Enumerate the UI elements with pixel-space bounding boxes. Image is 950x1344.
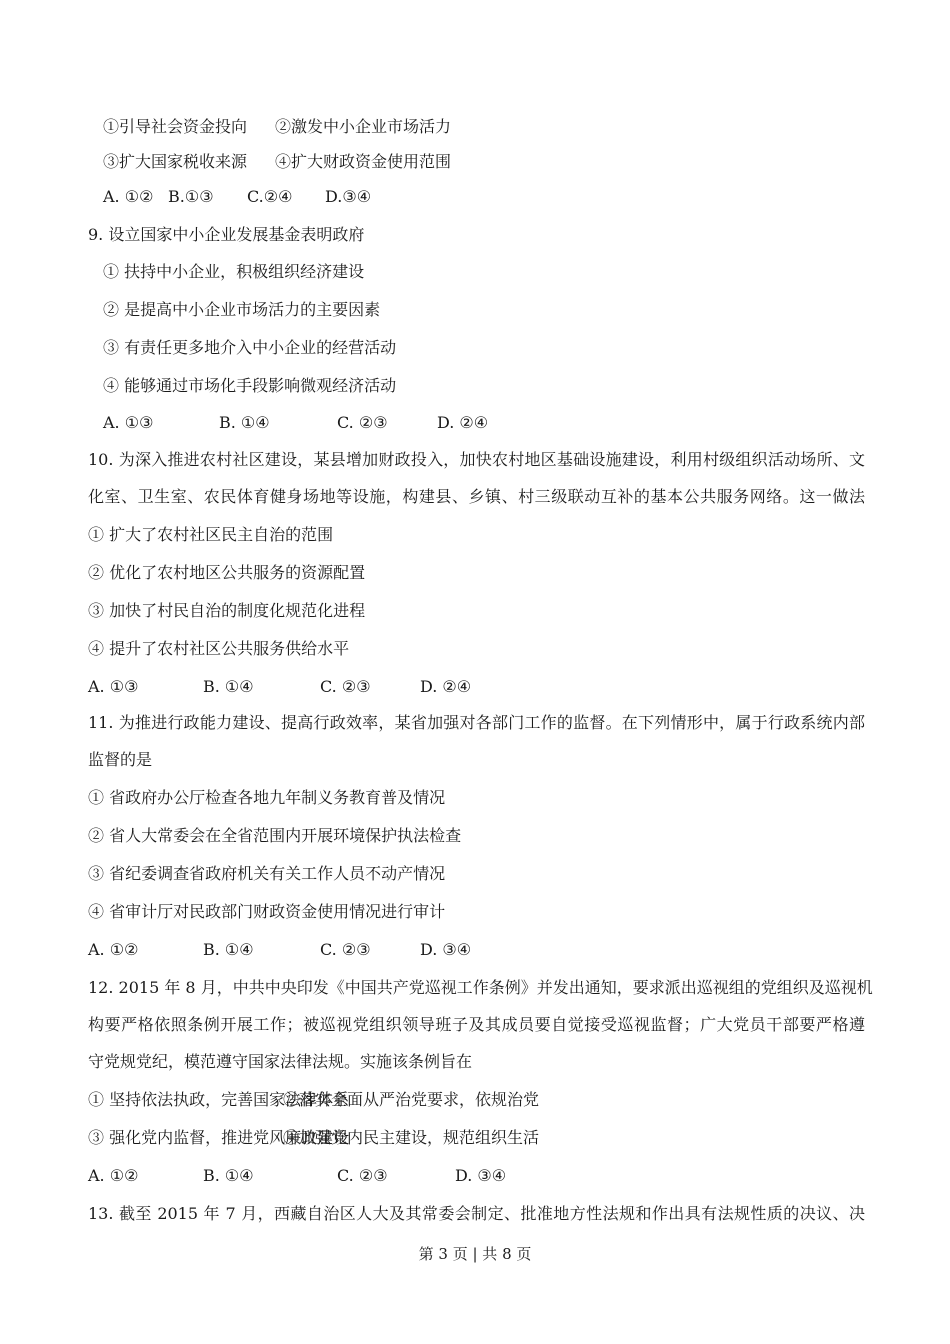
q8-option-3: ③扩大国家税收来源 [103, 152, 248, 171]
q12-option-1: ① 坚持依法执政，完善国家法律体系 [88, 1090, 350, 1109]
q12-stem-line-3: 守党规党纪，模范遵守国家法律法规。实施该条例旨在 [88, 1052, 473, 1071]
q11-answer-c: C. ②③ [320, 940, 371, 959]
q10-option-3: ③ 加快了村民自治的制度化规范化进程 [88, 601, 366, 620]
q9-answer-a: A. ①③ [103, 413, 154, 432]
q9-option-1: ① 扶持中小企业，积极组织经济建设 [103, 262, 365, 281]
q10-answers [0, 675, 950, 699]
q12-answer-b: B. ①④ [203, 1166, 254, 1185]
q10-stem-line-1: 10. 为深入推进农村社区建设，某县增加财政投入，加快农村地区基础设施建设，利用村级组织活动场所、文 [88, 450, 865, 469]
q9-option-3: ③ 有责任更多地介入中小企业的经营活动 [103, 338, 397, 357]
q12-stem-line-2: 构要严格依照条例开展工作；被巡视党组织领导班子及其成员要自觉接受巡视监督；广大党员干部要严格遵 [88, 1015, 865, 1034]
q8-option-row-1 [0, 115, 950, 139]
q9-answers [0, 411, 950, 435]
q12-answer-c: C. ②③ [337, 1166, 388, 1185]
q10-option-1: ① 扩大了农村社区民主自治的范围 [88, 525, 334, 544]
q9-answer-c: C. ②③ [337, 413, 388, 432]
q10-option-4: ④ 提升了农村社区公共服务供给水平 [88, 639, 350, 658]
q11-answers [0, 938, 950, 962]
q9-answer-d: D. ②④ [437, 413, 489, 432]
q9-stem: 9. 设立国家中小企业发展基金表明政府 [88, 225, 365, 244]
q11-option-3: ③ 省纪委调查省政府机关有关工作人员不动产情况 [88, 864, 446, 883]
q9-option-4: ④ 能够通过市场化手段影响微观经济活动 [103, 376, 397, 395]
q10-stem-line-2: 化室、卫生室、农民体育健身场地等设施，构建县、乡镇、村三级联动互补的基本公共服务网络。这一做法 [88, 487, 865, 506]
q12-option-4: ④加强党内民主建设，规范组织生活 [283, 1128, 540, 1147]
q11-stem-line-1: 11. 为推进行政能力建设、提高行政效率，某省加强对各部门工作的监督。在下列情形中，属于行政系统内部 [88, 713, 865, 732]
q10-option-2: ② 优化了农村地区公共服务的资源配置 [88, 563, 366, 582]
q8-answers [0, 185, 950, 209]
q12-answers [0, 1164, 950, 1188]
q11-option-1: ① 省政府办公厅检查各地九年制义务教育普及情况 [88, 788, 446, 807]
q11-answer-b: B. ①④ [203, 940, 254, 959]
q12-stem-line-1: 12. 2015 年 8 月，中共中央印发《中国共产党巡视工作条例》并发出通知，要求派出巡视组的党组织及巡视机 [88, 978, 873, 997]
q11-option-4: ④ 省审计厅对民政部门财政资金使用情况进行审计 [88, 902, 446, 921]
q10-answer-b: B. ①④ [203, 677, 254, 696]
page-footer: 第 3 页 | 共 8 页 [418, 1245, 532, 1263]
q13-stem-line-1: 13. 截至 2015 年 7 月，西藏自治区人大及其常委会制定、批准地方性法规和作出具有法规性质的决议、决 [88, 1204, 865, 1223]
q8-answer-b: B.①③ [168, 187, 214, 206]
q8-option-2: ②激发中小企业市场活力 [275, 117, 452, 136]
q12-option-2: ②落实全面从严治党要求，依规治党 [283, 1090, 540, 1109]
q11-stem-line-2: 监督的是 [88, 750, 153, 769]
q11-answer-d: D. ③④ [420, 940, 472, 959]
q11-answer-a: A. ①② [88, 940, 139, 959]
q8-option-1: ①引导社会资金投向 [103, 117, 248, 136]
q9-answer-b: B. ①④ [219, 413, 270, 432]
q8-option-4: ④扩大财政资金使用范围 [275, 152, 452, 171]
q8-answer-c: C.②④ [247, 187, 293, 206]
q12-option-3: ③ 强化党内监督，推进党风廉政建设 [88, 1128, 350, 1147]
q10-answer-a: A. ①③ [88, 677, 139, 696]
q10-answer-c: C. ②③ [320, 677, 371, 696]
q12-option-row-1 [0, 1088, 950, 1112]
q8-option-row-2 [0, 150, 950, 174]
q10-answer-d: D. ②④ [420, 677, 472, 696]
q12-answer-d: D. ③④ [455, 1166, 507, 1185]
q8-answer-d: D.③④ [325, 187, 372, 206]
q12-option-row-2 [0, 1126, 950, 1150]
q8-answer-a: A. ①② [103, 187, 154, 206]
q9-option-2: ② 是提高中小企业市场活力的主要因素 [103, 300, 381, 319]
q11-option-2: ② 省人大常委会在全省范围内开展环境保护执法检查 [88, 826, 462, 845]
q12-answer-a: A. ①② [88, 1166, 139, 1185]
